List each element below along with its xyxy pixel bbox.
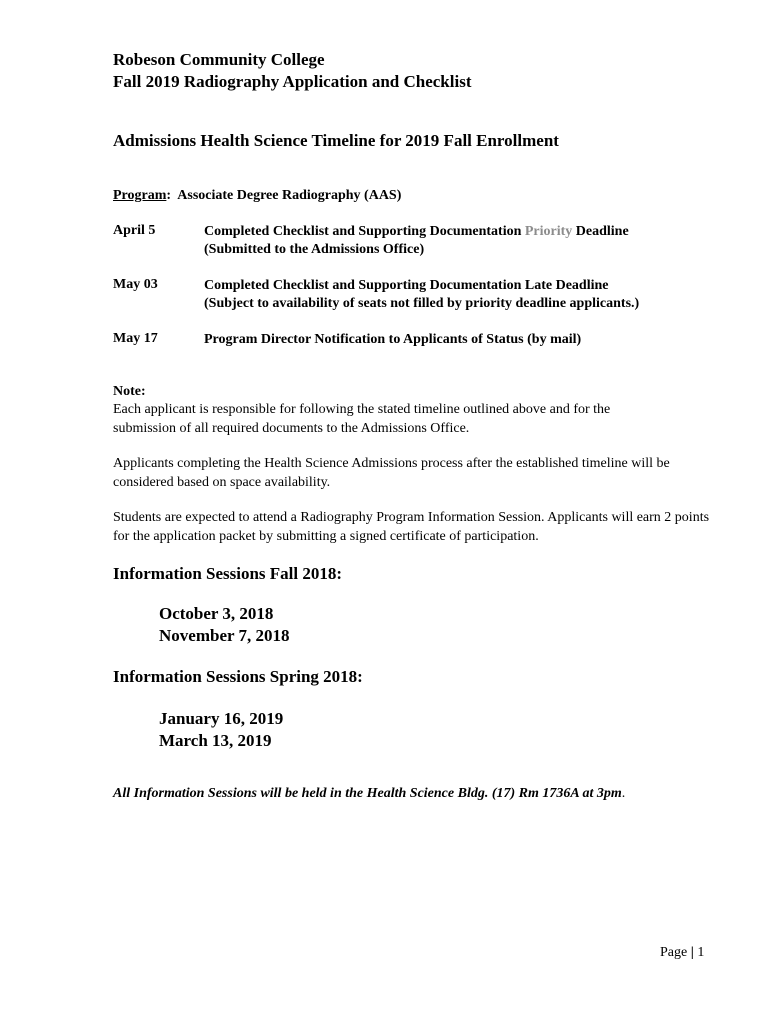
note-label: Note:	[113, 384, 146, 399]
timeline-line: (Submitted to the Admissions Office)	[204, 242, 425, 257]
timeline-title: Admissions Health Science Timeline for 2019 Fall Enrollment	[113, 131, 559, 150]
location-note: All Information Sessions will be held in the Health Science Bldg. (17) Rm 1736A at 3pm.	[113, 786, 626, 801]
college-name: Robeson Community College	[113, 50, 325, 69]
note-paragraph-3: Students are expected to attend a Radiography Program Information Session. Applicants will earn 2 points for the application packet by submitting a signed certificate of participation.	[113, 510, 710, 544]
program-label: Program	[113, 188, 167, 203]
sessions-fall-heading: Information Sessions Fall 2018:	[113, 564, 343, 583]
program-line: Program: Associate Degree Radiography (AAS)	[113, 188, 402, 203]
priority-highlight: Priority	[524, 224, 573, 239]
timeline-line: Program Director Notification to Applicants of Status (by mail)	[204, 332, 582, 347]
note-paragraph-2: Applicants completing the Health Science Admissions process after the established timeline will be considered based on space availability.	[113, 456, 670, 490]
session-date: March 13, 2019	[159, 731, 272, 750]
timeline-description	[204, 223, 724, 259]
page-label: Page	[660, 945, 688, 960]
timeline-line: Completed Checklist and Supporting Documentation Late Deadline	[204, 278, 609, 293]
timeline-date: May 17	[113, 331, 158, 346]
sessions-spring-heading: Information Sessions Spring 2018:	[113, 667, 363, 686]
document-title: Fall 2019 Radiography Application and Checklist	[113, 72, 472, 91]
timeline-description	[204, 331, 724, 349]
timeline-line: Completed Checklist and Supporting Documentation Priority Deadline	[204, 224, 629, 239]
session-date: January 16, 2019	[159, 709, 284, 728]
page-number: 1	[697, 945, 705, 960]
session-date: November 7, 2018	[159, 626, 290, 645]
timeline-date: May 03	[113, 277, 158, 292]
note-paragraph-1: Each applicant is responsible for following the stated timeline outlined above and for the submission of all required documents to the Admissions Office.	[113, 402, 611, 436]
session-date: October 3, 2018	[159, 604, 274, 623]
timeline-date: April 5	[113, 223, 156, 238]
timeline-line: (Subject to availability of seats not filled by priority deadline applicants.)	[204, 296, 640, 311]
page-footer: Page | 1	[660, 945, 705, 960]
program-value: Associate Degree Radiography (AAS)	[177, 188, 402, 203]
timeline-description	[204, 277, 724, 313]
